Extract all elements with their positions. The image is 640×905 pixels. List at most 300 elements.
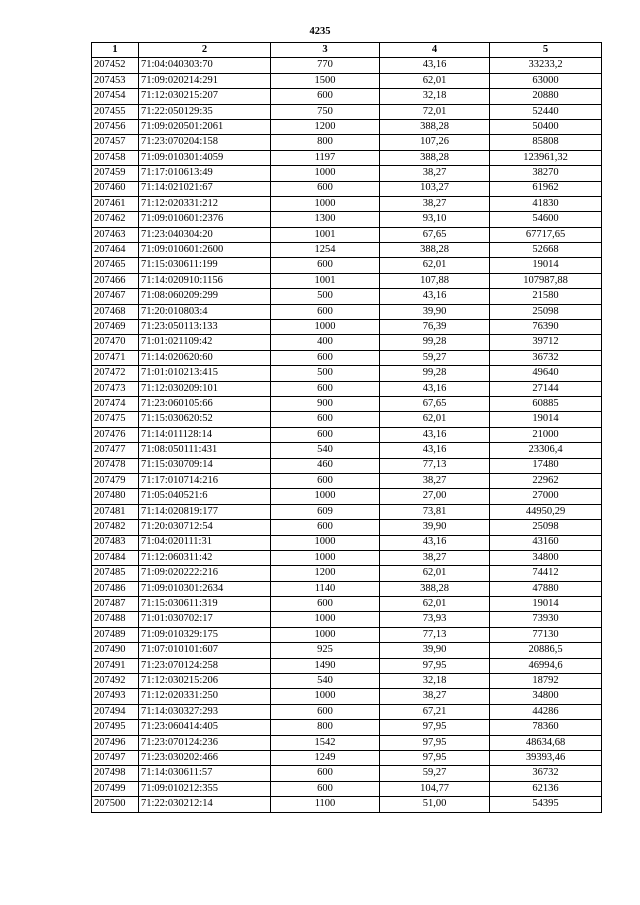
cadastral-number-cell: 71:09:020214:291	[139, 73, 271, 88]
page-number: 4235	[309, 26, 331, 37]
row-number-cell: 207486	[92, 581, 139, 596]
amount-cell: 33233,2	[490, 58, 602, 73]
rate-cell: 62,01	[380, 597, 490, 612]
rate-cell: 77,13	[380, 458, 490, 473]
amount-cell: 27144	[490, 381, 602, 396]
table-row	[92, 381, 602, 396]
table-row	[92, 396, 602, 411]
row-number-cell: 207476	[92, 427, 139, 442]
table-row	[92, 535, 602, 550]
rate-cell: 104,77	[380, 781, 490, 796]
amount-cell: 123961,32	[490, 150, 602, 165]
area-cell: 600	[271, 704, 380, 719]
rate-cell: 39,90	[380, 304, 490, 319]
table-row	[92, 181, 602, 196]
rate-cell: 107,88	[380, 273, 490, 288]
header-row	[92, 43, 602, 58]
column-header-1: 1	[92, 43, 139, 58]
area-cell: 600	[271, 427, 380, 442]
amount-cell: 73930	[490, 612, 602, 627]
area-cell: 600	[271, 412, 380, 427]
amount-cell: 107987,88	[490, 273, 602, 288]
rate-cell: 99,28	[380, 335, 490, 350]
cadastral-number-cell: 71:09:010212:355	[139, 781, 271, 796]
amount-cell: 21580	[490, 289, 602, 304]
rate-cell: 73,93	[380, 612, 490, 627]
cadastral-number-cell: 71:23:070124:236	[139, 735, 271, 750]
amount-cell: 78360	[490, 720, 602, 735]
cadastral-number-cell: 71:22:050129:35	[139, 104, 271, 119]
amount-cell: 61962	[490, 181, 602, 196]
cadastral-number-cell: 71:01:010213:415	[139, 366, 271, 381]
rate-cell: 39,90	[380, 520, 490, 535]
cadastral-number-cell: 71:07:010101:607	[139, 643, 271, 658]
rate-cell: 388,28	[380, 581, 490, 596]
row-number-cell: 207468	[92, 304, 139, 319]
table-row	[92, 320, 602, 335]
rate-cell: 43,16	[380, 443, 490, 458]
rate-cell: 388,28	[380, 150, 490, 165]
cadastral-number-cell: 71:20:010803:4	[139, 304, 271, 319]
rate-cell: 43,16	[380, 535, 490, 550]
amount-cell: 62136	[490, 781, 602, 796]
amount-cell: 27000	[490, 489, 602, 504]
area-cell: 1200	[271, 566, 380, 581]
row-number-cell: 207483	[92, 535, 139, 550]
cadastral-number-cell: 71:15:030709:14	[139, 458, 271, 473]
row-number-cell: 207452	[92, 58, 139, 73]
rate-cell: 59,27	[380, 350, 490, 365]
table-row	[92, 627, 602, 642]
rate-cell: 38,27	[380, 689, 490, 704]
row-number-cell: 207498	[92, 766, 139, 781]
amount-cell: 43160	[490, 535, 602, 550]
area-cell: 1249	[271, 750, 380, 765]
rate-cell: 97,95	[380, 658, 490, 673]
row-number-cell: 207489	[92, 627, 139, 642]
rate-cell: 67,65	[380, 396, 490, 411]
amount-cell: 44950,29	[490, 504, 602, 519]
area-cell: 770	[271, 58, 380, 73]
rate-cell: 59,27	[380, 766, 490, 781]
row-number-cell: 207491	[92, 658, 139, 673]
row-number-cell: 207470	[92, 335, 139, 350]
column-header-5: 5	[490, 43, 602, 58]
row-number-cell: 207482	[92, 520, 139, 535]
area-cell: 1490	[271, 658, 380, 673]
amount-cell: 54395	[490, 797, 602, 812]
cadastral-number-cell: 71:23:040304:20	[139, 227, 271, 242]
table-row	[92, 304, 602, 319]
area-cell: 1000	[271, 550, 380, 565]
row-number-cell: 207460	[92, 181, 139, 196]
rate-cell: 97,95	[380, 735, 490, 750]
row-number-cell: 207474	[92, 396, 139, 411]
area-cell: 500	[271, 366, 380, 381]
column-header-2: 2	[139, 43, 271, 58]
table-row	[92, 658, 602, 673]
amount-cell: 38270	[490, 166, 602, 181]
table-row	[92, 335, 602, 350]
amount-cell: 22962	[490, 473, 602, 488]
cadastral-number-cell: 71:12:020331:212	[139, 196, 271, 211]
rate-cell: 76,39	[380, 320, 490, 335]
area-cell: 600	[271, 181, 380, 196]
amount-cell: 67717,65	[490, 227, 602, 242]
area-cell: 1000	[271, 612, 380, 627]
table-row	[92, 227, 602, 242]
area-cell: 1100	[271, 797, 380, 812]
row-number-cell: 207499	[92, 781, 139, 796]
amount-cell: 18792	[490, 674, 602, 689]
row-number-cell: 207457	[92, 135, 139, 150]
area-cell: 1000	[271, 535, 380, 550]
area-cell: 1000	[271, 196, 380, 211]
amount-cell: 39712	[490, 335, 602, 350]
cadastral-number-cell: 71:12:030209:101	[139, 381, 271, 396]
row-number-cell: 207455	[92, 104, 139, 119]
amount-cell: 17480	[490, 458, 602, 473]
cadastral-number-cell: 71:23:070124:258	[139, 658, 271, 673]
area-cell: 1140	[271, 581, 380, 596]
rate-cell: 107,26	[380, 135, 490, 150]
area-cell: 600	[271, 473, 380, 488]
cadastral-number-cell: 71:12:020331:250	[139, 689, 271, 704]
amount-cell: 23306,4	[490, 443, 602, 458]
amount-cell: 20886,5	[490, 643, 602, 658]
row-number-cell: 207467	[92, 289, 139, 304]
area-cell: 540	[271, 443, 380, 458]
rate-cell: 38,27	[380, 550, 490, 565]
row-number-cell: 207495	[92, 720, 139, 735]
row-number-cell: 207493	[92, 689, 139, 704]
row-number-cell: 207469	[92, 320, 139, 335]
rate-cell: 43,16	[380, 427, 490, 442]
amount-cell: 36732	[490, 766, 602, 781]
table-row	[92, 196, 602, 211]
cadastral-number-cell: 71:23:060105:66	[139, 396, 271, 411]
area-cell: 600	[271, 381, 380, 396]
rate-cell: 97,95	[380, 750, 490, 765]
rate-cell: 67,65	[380, 227, 490, 242]
cadastral-number-cell: 71:15:030611:319	[139, 597, 271, 612]
table-row	[92, 550, 602, 565]
table-row	[92, 273, 602, 288]
table-row	[92, 150, 602, 165]
row-number-cell: 207488	[92, 612, 139, 627]
row-number-cell: 207492	[92, 674, 139, 689]
area-cell: 750	[271, 104, 380, 119]
row-number-cell: 207453	[92, 73, 139, 88]
amount-cell: 60885	[490, 396, 602, 411]
column-header-3: 3	[271, 43, 380, 58]
rate-cell: 77,13	[380, 627, 490, 642]
area-cell: 600	[271, 89, 380, 104]
area-cell: 1000	[271, 689, 380, 704]
amount-cell: 25098	[490, 304, 602, 319]
amount-cell: 19014	[490, 258, 602, 273]
rate-cell: 388,28	[380, 243, 490, 258]
table-row	[92, 412, 602, 427]
cadastral-number-cell: 71:17:010613:49	[139, 166, 271, 181]
area-cell: 800	[271, 720, 380, 735]
area-cell: 1001	[271, 273, 380, 288]
row-number-cell: 207458	[92, 150, 139, 165]
amount-cell: 52440	[490, 104, 602, 119]
area-cell: 1197	[271, 150, 380, 165]
area-cell: 600	[271, 258, 380, 273]
area-cell: 925	[271, 643, 380, 658]
row-number-cell: 207475	[92, 412, 139, 427]
rate-cell: 32,18	[380, 89, 490, 104]
table-row	[92, 674, 602, 689]
cadastral-number-cell: 71:14:030611:57	[139, 766, 271, 781]
area-cell: 400	[271, 335, 380, 350]
amount-cell: 41830	[490, 196, 602, 211]
area-cell: 1000	[271, 489, 380, 504]
area-cell: 900	[271, 396, 380, 411]
cadastral-number-cell: 71:23:070204:158	[139, 135, 271, 150]
rate-cell: 38,27	[380, 473, 490, 488]
table-row	[92, 350, 602, 365]
area-cell: 1000	[271, 166, 380, 181]
rate-cell: 99,28	[380, 366, 490, 381]
table-row	[92, 520, 602, 535]
amount-cell: 77130	[490, 627, 602, 642]
table-row	[92, 243, 602, 258]
amount-cell: 19014	[490, 597, 602, 612]
area-cell: 600	[271, 350, 380, 365]
cadastral-number-cell: 71:12:030215:206	[139, 674, 271, 689]
area-cell: 1001	[271, 227, 380, 242]
area-cell: 1000	[271, 320, 380, 335]
row-number-cell: 207490	[92, 643, 139, 658]
data-table	[91, 42, 602, 813]
area-cell: 1000	[271, 627, 380, 642]
row-number-cell: 207481	[92, 504, 139, 519]
amount-cell: 25098	[490, 520, 602, 535]
table-row	[92, 473, 602, 488]
table-row	[92, 73, 602, 88]
row-number-cell: 207484	[92, 550, 139, 565]
cadastral-number-cell: 71:14:020620:60	[139, 350, 271, 365]
table-row	[92, 89, 602, 104]
amount-cell: 48634,68	[490, 735, 602, 750]
cadastral-number-cell: 71:12:030215:207	[139, 89, 271, 104]
cadastral-number-cell: 71:09:020222:216	[139, 566, 271, 581]
table-row	[92, 689, 602, 704]
amount-cell: 74412	[490, 566, 602, 581]
table-row	[92, 58, 602, 73]
row-number-cell: 207463	[92, 227, 139, 242]
table-row	[92, 212, 602, 227]
rate-cell: 62,01	[380, 73, 490, 88]
table-row	[92, 720, 602, 735]
cadastral-number-cell: 71:09:010601:2600	[139, 243, 271, 258]
rate-cell: 97,95	[380, 720, 490, 735]
amount-cell: 21000	[490, 427, 602, 442]
amount-cell: 19014	[490, 412, 602, 427]
table-row	[92, 781, 602, 796]
cadastral-number-cell: 71:15:030620:52	[139, 412, 271, 427]
amount-cell: 76390	[490, 320, 602, 335]
cadastral-number-cell: 71:15:030611:199	[139, 258, 271, 273]
rate-cell: 27,00	[380, 489, 490, 504]
row-number-cell: 207477	[92, 443, 139, 458]
area-cell: 540	[271, 674, 380, 689]
row-number-cell: 207473	[92, 381, 139, 396]
rate-cell: 38,27	[380, 166, 490, 181]
rate-cell: 388,28	[380, 119, 490, 134]
area-cell: 1200	[271, 119, 380, 134]
table-row	[92, 166, 602, 181]
area-cell: 1254	[271, 243, 380, 258]
rate-cell: 73,81	[380, 504, 490, 519]
row-number-cell: 207465	[92, 258, 139, 273]
amount-cell: 52668	[490, 243, 602, 258]
area-cell: 600	[271, 766, 380, 781]
cadastral-number-cell: 71:09:010601:2376	[139, 212, 271, 227]
area-cell: 460	[271, 458, 380, 473]
amount-cell: 54600	[490, 212, 602, 227]
table-row	[92, 135, 602, 150]
cadastral-number-cell: 71:14:020910:1156	[139, 273, 271, 288]
table-row	[92, 566, 602, 581]
table-row	[92, 504, 602, 519]
table-row	[92, 458, 602, 473]
row-number-cell: 207462	[92, 212, 139, 227]
area-cell: 1500	[271, 73, 380, 88]
cadastral-number-cell: 71:05:040521:6	[139, 489, 271, 504]
row-number-cell: 207485	[92, 566, 139, 581]
rate-cell: 62,01	[380, 566, 490, 581]
row-number-cell: 207480	[92, 489, 139, 504]
table-row	[92, 735, 602, 750]
area-cell: 600	[271, 520, 380, 535]
cadastral-number-cell: 71:09:010301:2634	[139, 581, 271, 596]
rate-cell: 51,00	[380, 797, 490, 812]
rate-cell: 72,01	[380, 104, 490, 119]
cadastral-number-cell: 71:09:020501:2061	[139, 119, 271, 134]
rate-cell: 43,16	[380, 289, 490, 304]
row-number-cell: 207454	[92, 89, 139, 104]
column-header-4: 4	[380, 43, 490, 58]
cadastral-number-cell: 71:20:030712:54	[139, 520, 271, 535]
row-number-cell: 207496	[92, 735, 139, 750]
table-row	[92, 643, 602, 658]
rate-cell: 62,01	[380, 258, 490, 273]
amount-cell: 46994,6	[490, 658, 602, 673]
cadastral-number-cell: 71:01:030702:17	[139, 612, 271, 627]
cadastral-number-cell: 71:17:010714:216	[139, 473, 271, 488]
area-cell: 600	[271, 597, 380, 612]
table-row	[92, 104, 602, 119]
area-cell: 1542	[271, 735, 380, 750]
row-number-cell: 207459	[92, 166, 139, 181]
table-header	[92, 43, 602, 58]
table-row	[92, 612, 602, 627]
rate-cell: 43,16	[380, 58, 490, 73]
cadastral-number-cell: 71:09:010329:175	[139, 627, 271, 642]
amount-cell: 34800	[490, 550, 602, 565]
table-row	[92, 597, 602, 612]
row-number-cell: 207500	[92, 797, 139, 812]
amount-cell: 34800	[490, 689, 602, 704]
cadastral-number-cell: 71:23:050113:133	[139, 320, 271, 335]
cadastral-number-cell: 71:08:060209:299	[139, 289, 271, 304]
row-number-cell: 207472	[92, 366, 139, 381]
amount-cell: 85808	[490, 135, 602, 150]
cadastral-number-cell: 71:14:021021:67	[139, 181, 271, 196]
table-row	[92, 489, 602, 504]
table-row	[92, 766, 602, 781]
area-cell: 1300	[271, 212, 380, 227]
cadastral-number-cell: 71:14:030327:293	[139, 704, 271, 719]
amount-cell: 63000	[490, 73, 602, 88]
rate-cell: 38,27	[380, 196, 490, 211]
row-number-cell: 207479	[92, 473, 139, 488]
row-number-cell: 207478	[92, 458, 139, 473]
table-row	[92, 289, 602, 304]
amount-cell: 39393,46	[490, 750, 602, 765]
rate-cell: 39,90	[380, 643, 490, 658]
cadastral-number-cell: 71:23:030202:466	[139, 750, 271, 765]
row-number-cell: 207456	[92, 119, 139, 134]
amount-cell: 49640	[490, 366, 602, 381]
row-number-cell: 207461	[92, 196, 139, 211]
row-number-cell: 207497	[92, 750, 139, 765]
cadastral-number-cell: 71:08:050111:431	[139, 443, 271, 458]
area-cell: 800	[271, 135, 380, 150]
cadastral-number-cell: 71:09:010301:4059	[139, 150, 271, 165]
table-row	[92, 581, 602, 596]
row-number-cell: 207487	[92, 597, 139, 612]
table-row	[92, 258, 602, 273]
row-number-cell: 207494	[92, 704, 139, 719]
area-cell: 609	[271, 504, 380, 519]
amount-cell: 50400	[490, 119, 602, 134]
table-body	[92, 58, 602, 812]
amount-cell: 20880	[490, 89, 602, 104]
cadastral-number-cell: 71:01:021109:42	[139, 335, 271, 350]
table-row	[92, 443, 602, 458]
table-row	[92, 704, 602, 719]
table-row	[92, 366, 602, 381]
cadastral-number-cell: 71:14:020819:177	[139, 504, 271, 519]
cadastral-number-cell: 71:04:020111:31	[139, 535, 271, 550]
row-number-cell: 207466	[92, 273, 139, 288]
area-cell: 600	[271, 304, 380, 319]
table-row	[92, 427, 602, 442]
cadastral-number-cell: 71:22:030212:14	[139, 797, 271, 812]
row-number-cell: 207464	[92, 243, 139, 258]
area-cell: 500	[271, 289, 380, 304]
amount-cell: 36732	[490, 350, 602, 365]
table-row	[92, 750, 602, 765]
rate-cell: 62,01	[380, 412, 490, 427]
rate-cell: 103,27	[380, 181, 490, 196]
table-row	[92, 797, 602, 812]
amount-cell: 44286	[490, 704, 602, 719]
amount-cell: 47880	[490, 581, 602, 596]
rate-cell: 67,21	[380, 704, 490, 719]
cadastral-number-cell: 71:12:060311:42	[139, 550, 271, 565]
rate-cell: 32,18	[380, 674, 490, 689]
cadastral-number-cell: 71:04:040303:70	[139, 58, 271, 73]
table-row	[92, 119, 602, 134]
rate-cell: 93,10	[380, 212, 490, 227]
rate-cell: 43,16	[380, 381, 490, 396]
